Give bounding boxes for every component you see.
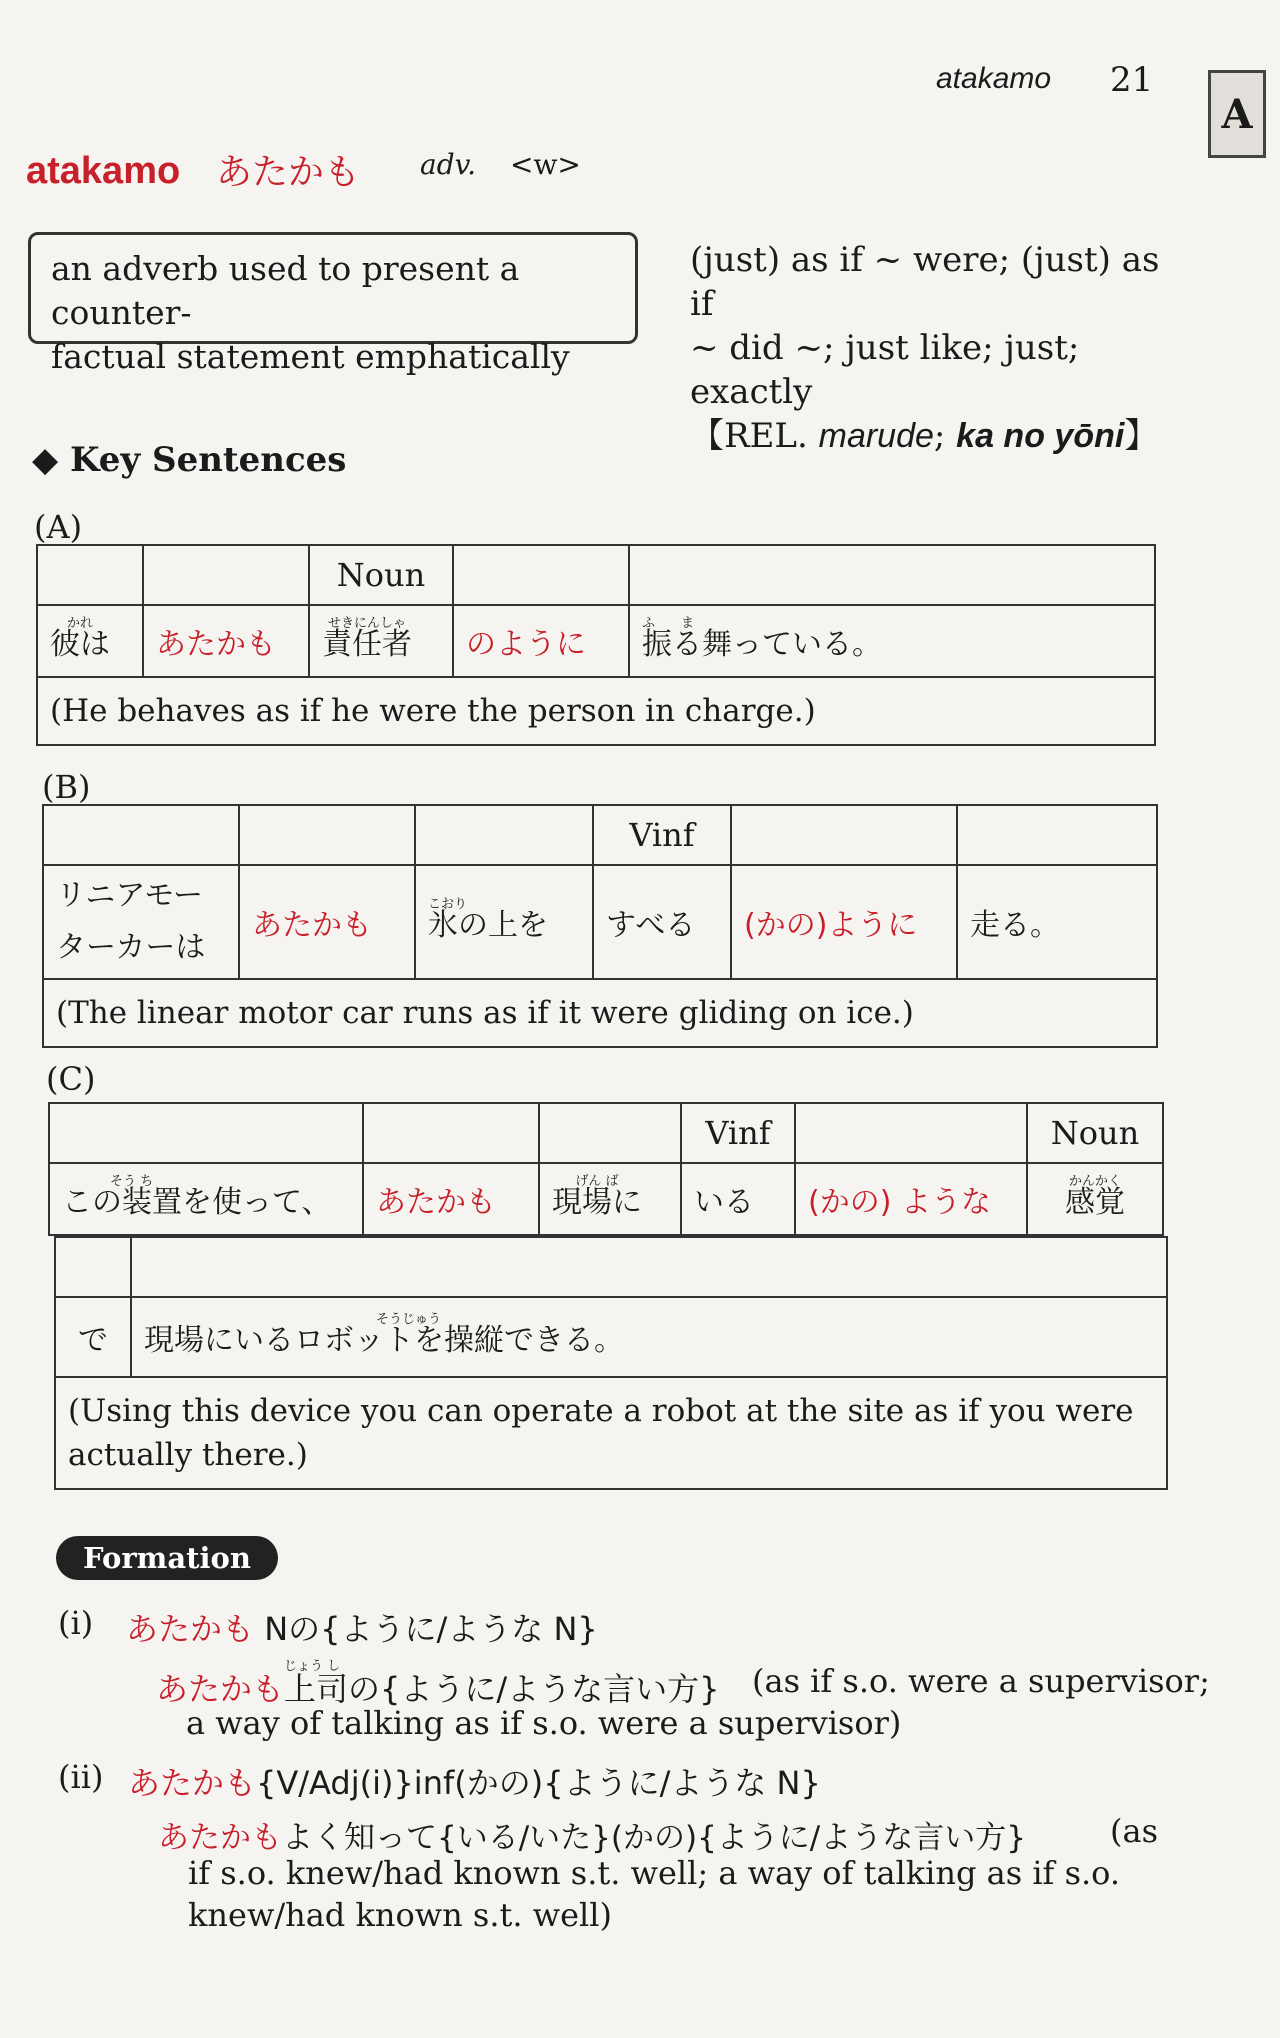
header-cell: [415, 805, 593, 865]
translation-cell: [55, 1377, 1167, 1489]
entry-kana: あたかも: [216, 152, 361, 193]
header-cell: Noun: [309, 545, 453, 605]
formation-translation: a way of talking as if s.o. were a supervisor): [186, 1704, 902, 1742]
furigana: かんかく: [1068, 1174, 1121, 1189]
header-cell: [43, 805, 239, 865]
sentence-cell: [415, 865, 593, 979]
cell-text: 現場にいるロボットを操縦できる。: [144, 1323, 624, 1358]
sentence-label-b: (B): [42, 768, 91, 806]
sentence-cell: あたかも: [143, 605, 309, 677]
register-tag: <w>: [510, 148, 581, 181]
header-cell: Noun: [1027, 1103, 1163, 1163]
formation-num: (i): [58, 1604, 94, 1642]
cell-text: 振る舞っている。: [642, 627, 882, 662]
sentence-cell: で: [55, 1297, 131, 1377]
header-cell: Vinf: [593, 805, 731, 865]
formation-num: (ii): [58, 1758, 104, 1796]
definition-line: factual statement emphatically: [51, 337, 570, 376]
pattern-red: あたかも: [126, 1610, 255, 1648]
furigana: ふ ま: [642, 616, 695, 631]
furigana: そうじゅう: [376, 1312, 442, 1327]
cell-text: 責任者: [322, 627, 412, 662]
formation-example: [158, 1812, 1026, 1857]
header-cell: [539, 1103, 681, 1163]
example-text: よく知って{いる/いた}(かの){ように/ような言い方}: [282, 1820, 1026, 1856]
key-sentences-heading: ◆ Key Sentences: [32, 440, 347, 480]
definition-box: [28, 232, 638, 376]
sentence-table-b: [42, 804, 1158, 1048]
pattern-text: Nの{ように/ような N}: [254, 1610, 598, 1648]
header-cell: [37, 545, 143, 605]
cell-text: 氷の上を: [428, 908, 548, 943]
furigana: そう ち: [110, 1174, 154, 1189]
sentence-cell: いる: [681, 1163, 795, 1235]
furigana: かれ: [66, 616, 93, 631]
sentence-cell: のように: [453, 605, 629, 677]
entry-romaji: atakamo: [26, 150, 181, 192]
sentence-cell: すべる: [593, 865, 731, 979]
header-cell: [49, 1103, 363, 1163]
header-cell: [629, 545, 1155, 605]
cell-text: 感覚: [1065, 1185, 1125, 1220]
header-cell: [795, 1103, 1027, 1163]
translation-cell: (The linear motor car runs as if it were gliding on ice.): [43, 979, 1157, 1047]
part-of-speech: adv.: [420, 148, 477, 181]
formation-translation: (as if s.o. were a supervisor;: [752, 1662, 1210, 1700]
furigana: せきにんしゃ: [327, 616, 406, 631]
cell-text: この装置を使って、: [62, 1185, 332, 1220]
formation-badge: Formation: [56, 1536, 278, 1580]
sentence-cell: (かの) ような: [795, 1163, 1027, 1235]
sentence-cell: [309, 605, 453, 677]
header-cell: [55, 1237, 131, 1297]
formation-pattern: [128, 1758, 821, 1804]
header-cell: [957, 805, 1157, 865]
sentence-table-c-continuation: [54, 1236, 1168, 1490]
rel-open: 【REL.: [690, 416, 819, 456]
english-equivalents: [690, 238, 1170, 458]
example-red: あたかも: [158, 1820, 282, 1856]
formation-translation: knew/had known s.t. well): [188, 1896, 612, 1934]
sentence-table-a: [36, 544, 1156, 746]
sentence-cell: [131, 1297, 1167, 1377]
cell-text: 彼は: [50, 627, 110, 662]
sentence-cell: [539, 1163, 681, 1235]
english-line: (just) as if ~ were; (just) as if: [690, 240, 1160, 324]
sentence-table-c: [48, 1102, 1164, 1236]
sentence-cell: [1027, 1163, 1163, 1235]
header-cell: [363, 1103, 539, 1163]
cell-text: 現場に: [552, 1185, 642, 1220]
header-cell: Vinf: [681, 1103, 795, 1163]
formation-pattern: [126, 1604, 598, 1650]
running-head: atakamo: [936, 62, 1052, 95]
furigana: こおり: [428, 897, 468, 912]
sentence-cell: [49, 1163, 363, 1235]
sentence-cell: あたかも: [239, 865, 415, 979]
furigana: じょう し: [284, 1659, 341, 1674]
definition-line: an adverb used to present a counter-: [51, 249, 520, 332]
sentence-cell: [629, 605, 1155, 677]
rel-close: 】: [1124, 416, 1159, 456]
header-cell: [239, 805, 415, 865]
page-number: 21: [1110, 60, 1154, 100]
rel-sep: ;: [933, 416, 957, 456]
sentence-cell: リニアモーターカーは: [43, 865, 239, 979]
example-red: あたかも: [156, 1670, 285, 1708]
example-text: 上司の{ように/ような言い方}: [284, 1670, 720, 1708]
header-cell: [453, 545, 629, 605]
rel-marude: marude: [818, 417, 934, 455]
pattern-red: あたかも: [128, 1764, 257, 1802]
english-line: ~ did ~; just like; just; exactly: [690, 328, 1080, 412]
translation-cell: (He behaves as if he were the person in charge.): [37, 677, 1155, 745]
sentence-cell: 走る。: [957, 865, 1157, 979]
related-entries: [690, 414, 1170, 458]
thumb-letter: A: [1221, 90, 1253, 138]
header-cell: [131, 1237, 1167, 1297]
translation-line: actually there.): [68, 1437, 308, 1473]
formation-translation: (as: [1110, 1812, 1158, 1850]
translation-line: (Using this device you can operate a robot at the site as if you were: [68, 1393, 1134, 1429]
header-cell: [143, 545, 309, 605]
formation-translation: if s.o. knew/had known s.t. well; a way of talking as if s.o.: [188, 1854, 1121, 1892]
pattern-text: {V/Adj(i)}inf(かの){ように/ような N}: [256, 1764, 821, 1802]
sentence-cell: [37, 605, 143, 677]
furigana: げん ば: [575, 1174, 619, 1189]
sentence-label-c: (C): [46, 1060, 96, 1098]
sentence-cell: あたかも: [363, 1163, 539, 1235]
sentence-cell: (かの)ように: [731, 865, 957, 979]
rel-ka-no-yoni: ka no yōni: [956, 417, 1125, 455]
sentence-label-a: (A): [34, 508, 83, 546]
header-cell: [731, 805, 957, 865]
thumb-index-tab: [1208, 70, 1266, 158]
